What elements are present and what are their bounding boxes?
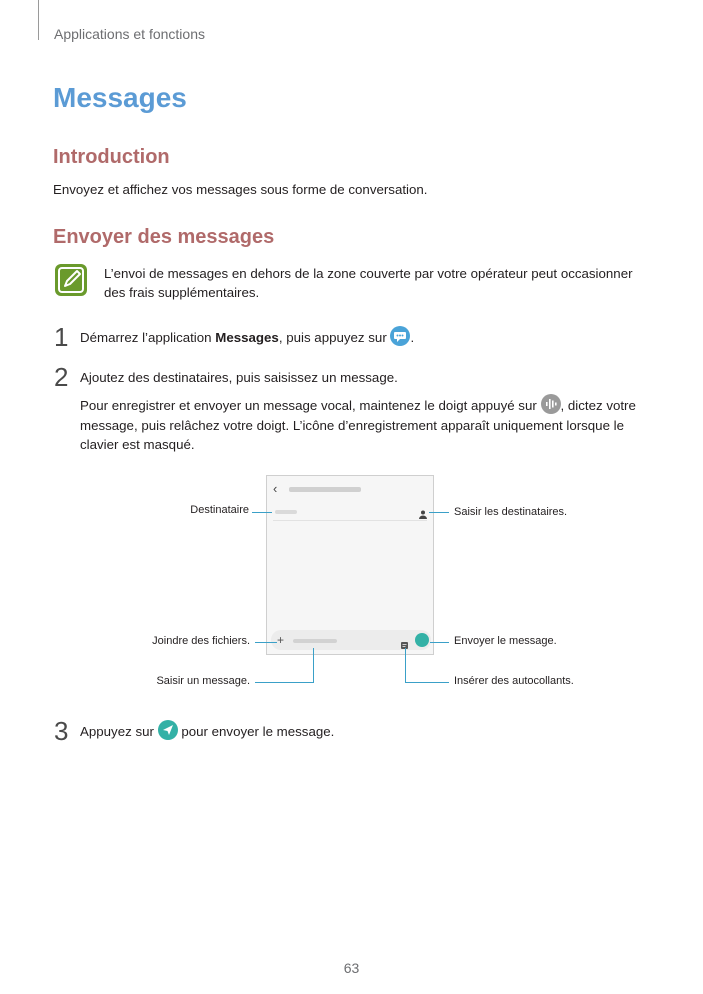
intro-heading: Introduction	[53, 146, 170, 168]
blurred-screen-title	[289, 487, 361, 492]
phone-screenshot	[266, 475, 434, 655]
callout-line-send	[430, 642, 449, 643]
step-1-text	[80, 328, 414, 348]
step-1-app-name: Messages	[215, 330, 279, 345]
send-icon	[158, 720, 178, 740]
header-rule	[38, 0, 39, 40]
step-1-number: 1	[54, 322, 69, 352]
intro-text: Envoyez et affichez vos messages sous forme de conversation.	[53, 182, 428, 197]
blurred-message-placeholder	[293, 639, 337, 643]
callout-enter-message: Saisir un message.	[156, 675, 250, 687]
voice-record-icon	[541, 394, 561, 414]
blurred-recipient-field	[275, 510, 297, 514]
step-2-text: Ajoutez des destinataires, puis saisissez un message.	[80, 370, 398, 385]
callout-send-message: Envoyer le message.	[454, 635, 557, 647]
step-2-number: 2	[54, 362, 69, 392]
attach-plus-icon: +	[277, 633, 285, 647]
callout-line-enter-recipients	[429, 512, 449, 513]
callout-stickers: Insérer des autocollants.	[454, 675, 574, 687]
step-1-text-before: Démarrez l’application	[80, 330, 216, 345]
page-number: 63	[343, 960, 360, 976]
page-title: Messages	[53, 82, 187, 113]
step-3-text-after: pour envoyer le message.	[177, 724, 335, 739]
callout-enter-recipients: Saisir les destinataires.	[454, 506, 568, 518]
callout-attach: Joindre des fichiers.	[152, 635, 250, 647]
callout-line-message-h	[255, 682, 314, 683]
header-section-title: Applications et fonctions	[54, 26, 205, 42]
callout-line-message-v	[313, 648, 314, 683]
callout-line-attach	[255, 642, 277, 643]
callout-recipient: Destinataire	[190, 504, 249, 516]
step-2-detail	[80, 396, 640, 454]
callout-line-sticker-v	[405, 648, 406, 683]
step-2-detail-after: , dictez votre message, puis relâchez votre doigt. L’icône d’enregistrement apparaît uniquement lorsque le clavier est masqué.	[80, 398, 636, 453]
step-1-end: .	[410, 330, 415, 345]
step-3-text-before: Appuyez sur	[80, 724, 154, 739]
send-button	[415, 633, 429, 647]
step-3-text	[80, 722, 334, 742]
back-arrow-icon: ‹	[273, 481, 278, 496]
compose-message-icon	[390, 326, 410, 346]
note-text: L’envoi de messages en dehors de la zone couverte par votre opérateur peut occasionner des frais supplémentaires.	[104, 266, 633, 300]
recipient-divider	[273, 520, 427, 521]
callout-line-sticker-h	[405, 682, 449, 683]
callout-line-recipient	[252, 512, 272, 513]
step-1-text-after: , puis appuyez sur	[278, 330, 387, 345]
sticker-icon	[401, 636, 408, 643]
step-2-detail-before: Pour enregistrer et envoyer un message vocal, maintenez le doigt appuyé sur	[80, 398, 537, 413]
step-3-number: 3	[54, 716, 69, 746]
pencil-note-icon	[54, 263, 88, 297]
contact-icon	[419, 506, 427, 515]
send-heading: Envoyer des messages	[53, 226, 275, 248]
